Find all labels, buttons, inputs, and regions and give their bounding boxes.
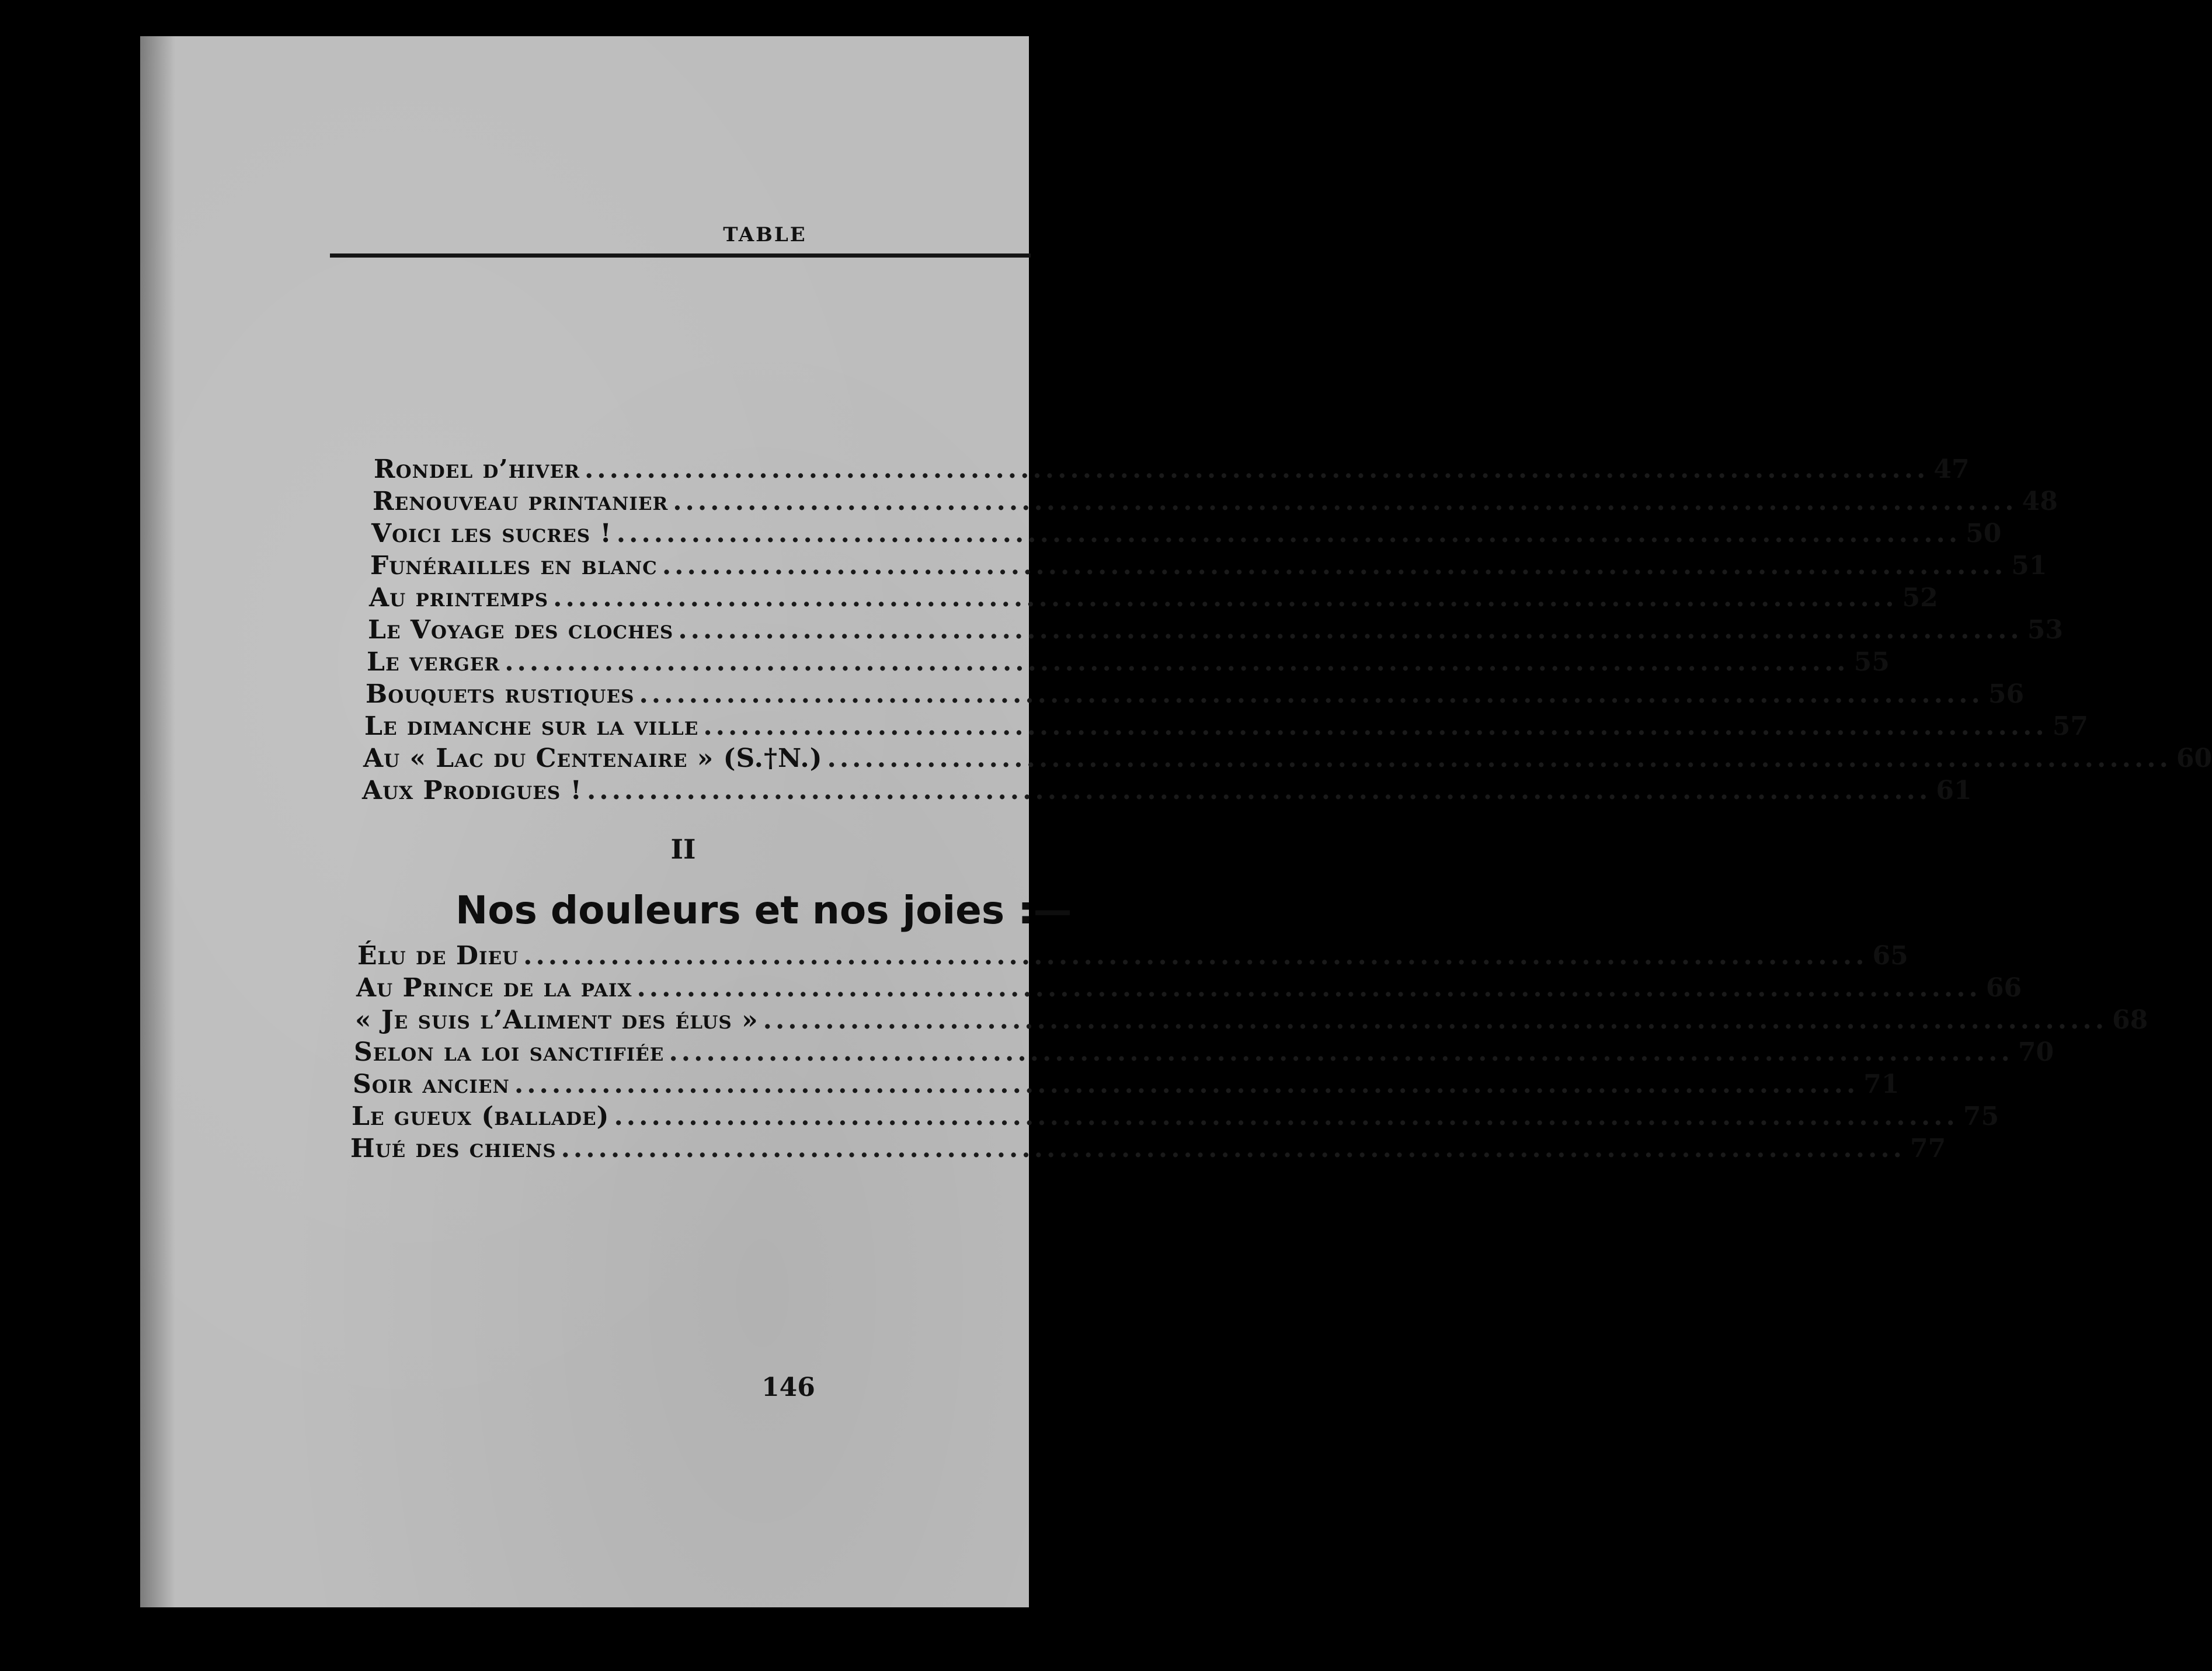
- entry-page-number: 71: [1863, 1069, 1900, 1099]
- toc-entry: [350, 1133, 1946, 1165]
- entry-title: Au « Lac du Centenaire » (S.†N.): [363, 744, 823, 773]
- entry-title: Au Prince de la paix: [356, 973, 632, 1003]
- entry-page-number: 77: [1910, 1134, 1946, 1163]
- dot-leader: ............................................................................................................: [614, 1102, 1959, 1131]
- entry-page-number: 66: [1985, 973, 2022, 1003]
- entry-page-number: 70: [2018, 1037, 2054, 1067]
- entry-title: Le Voyage des cloches: [368, 615, 674, 645]
- entry-title: Le gueux (ballade): [352, 1102, 610, 1131]
- dot-leader: ............................................................................................................: [523, 941, 1868, 971]
- entry-page-number: 65: [1872, 941, 1908, 971]
- entry-page-number: 56: [1988, 679, 2025, 709]
- entry-page-number: 60: [2176, 744, 2212, 773]
- toc-entry: [354, 1037, 2054, 1068]
- book-page: [140, 36, 2212, 1607]
- dot-leader: ............................................................................................................: [505, 647, 1849, 677]
- toc-entry: [356, 972, 2022, 1004]
- dot-leader: ............................................................................................................: [514, 1069, 1859, 1099]
- entry-title: Au printemps: [369, 583, 549, 613]
- entry-title: Aux Prodigues !: [362, 776, 582, 805]
- entry-page-number: 52: [1902, 583, 1938, 613]
- entry-page-number: 51: [2011, 551, 2047, 581]
- entry-title: Renouveau printanier: [373, 487, 669, 516]
- dot-leader: ............................................................................................................: [584, 454, 1929, 484]
- section-heading: Nos douleurs et nos joies :—: [455, 888, 1072, 933]
- entry-page-number: 53: [2027, 615, 2063, 645]
- entry-title: Voici les sucres !: [371, 519, 612, 548]
- dot-leader: ............................................................................................................: [827, 744, 2172, 773]
- toc-entry: [353, 1069, 1900, 1100]
- entry-page-number: 57: [2052, 711, 2088, 741]
- entry-title: Selon la loi sanctifiée: [354, 1037, 665, 1067]
- entry-title: Soir ancien: [353, 1069, 510, 1099]
- entry-title: Bouquets rustiques: [366, 679, 635, 709]
- entry-page-number: 75: [1963, 1102, 1999, 1131]
- dot-leader: ............................................................................................................: [763, 1005, 2108, 1035]
- dot-leader: ............................................................................................................: [678, 615, 2023, 645]
- entry-title: Hué des chiens: [350, 1134, 557, 1163]
- entry-title: Rondel d’hiver: [374, 454, 580, 484]
- entry-page-number: 50: [1966, 519, 2002, 548]
- dot-leader: ............................................................................................................: [703, 711, 2048, 741]
- dot-leader: ............................................................................................................: [616, 519, 1961, 548]
- running-head: TABLE: [723, 223, 807, 246]
- entry-page-number: 55: [1853, 647, 1890, 677]
- entry-title: Funérailles en blanc: [370, 551, 658, 581]
- dot-leader: ............................................................................................................: [561, 1134, 1905, 1163]
- dot-leader: ............................................................................................................: [637, 973, 1981, 1003]
- dot-leader: ............................................................................................................: [553, 583, 1898, 613]
- entry-page-number: 61: [1936, 776, 1972, 805]
- entry-title: Le dimanche sur la ville: [364, 711, 699, 741]
- dot-leader: ............................................................................................................: [673, 487, 2018, 516]
- dot-leader: ............................................................................................................: [639, 679, 1984, 709]
- dot-leader: ............................................................................................................: [586, 776, 1932, 805]
- entry-title: Le verger: [367, 647, 500, 677]
- entry-title: « Je suis l’Aliment des élus »: [355, 1005, 759, 1035]
- toc-entry: [357, 940, 1908, 972]
- entry-page-number: 68: [2112, 1005, 2148, 1035]
- page-number-folio: 146: [761, 1373, 815, 1402]
- entry-page-number: 48: [2022, 487, 2058, 516]
- entry-title: Élu de Dieu: [357, 941, 519, 971]
- toc-entry: [352, 1101, 1999, 1132]
- section-numeral: II: [670, 833, 696, 865]
- dot-leader: ............................................................................................................: [669, 1037, 2013, 1067]
- toc-entry: [355, 1005, 2148, 1036]
- entry-page-number: 47: [1933, 454, 1970, 484]
- dot-leader: ............................................................................................................: [662, 551, 2007, 581]
